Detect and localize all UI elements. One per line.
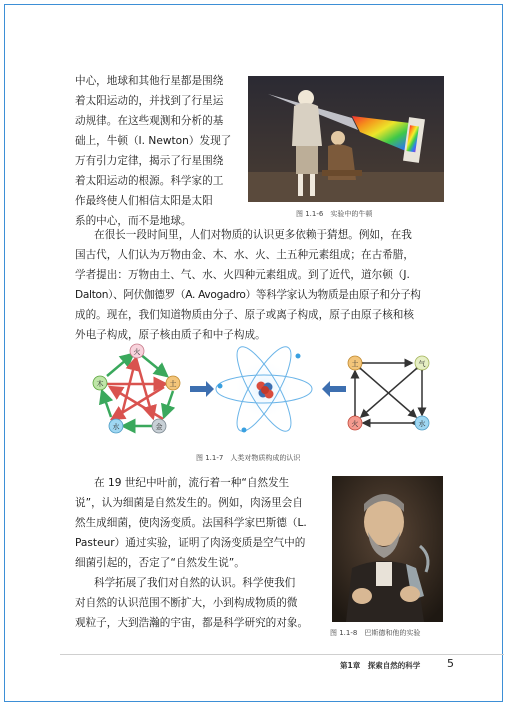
element-label: 木 [96, 380, 104, 388]
element-label: 火 [133, 348, 141, 356]
newton-prism-photo [248, 76, 444, 202]
text-line: 在很长一段时间里，人们对物质的认识更多依赖于猜想。例如，在我 [94, 229, 412, 241]
text-line: 作最终使人们相信太阳是太阳 [75, 195, 213, 207]
text-line: 然生成细菌，使肉汤变质。法国科学家巴斯德（L. [75, 517, 307, 529]
figure-caption-1-1-8: 图 1.1-8 巴斯德和他的实验 [330, 629, 421, 637]
text-line: Dalton）、阿伏伽德罗（A. Avogadro）等科学家认为物质是由原子和分子构 [75, 289, 421, 301]
figure-caption-1-1-6: 图 1.1-6 实验中的牛顿 [296, 210, 373, 218]
four-elements-diagram [348, 356, 429, 430]
text-line: 外电子构成，原子核由质子和中子构成。 [75, 329, 266, 341]
element-label: 水 [112, 423, 120, 431]
element-label: 土 [169, 380, 177, 388]
text-line: 中心，地球和其他行星都是围绕 [75, 75, 224, 87]
atom-model-icon [216, 340, 312, 437]
text-line: 在 19 世纪中叶前，流行着一种“自然发生 [94, 477, 290, 489]
text-line: 着太阳运动的根源。科学家的工 [75, 175, 224, 187]
element-label: 火 [351, 420, 359, 428]
text-line: 系的中心，而不是地球。 [75, 215, 192, 227]
text-line: 对自然的认识范围不断扩大，小到构成物质的微 [75, 597, 298, 609]
matter-composition-diagram [72, 340, 442, 440]
element-label: 水 [418, 420, 426, 428]
text-line: 万有引力定律，揭示了行星围绕 [75, 155, 224, 167]
five-elements-diagram [93, 344, 180, 433]
pasteur-photo [332, 476, 443, 622]
element-label: 土 [351, 360, 359, 368]
text-line: 说”，认为细菌是自然发生的。例如，肉汤里会自 [75, 497, 303, 509]
text-line: 着太阳运动的，并找到了行星运 [75, 95, 224, 107]
text-line: 国古代，人们认为万物由金、木、水、火、土五种元素组成；在古希腊， [75, 249, 414, 261]
text-line: Pasteur）通过实验，证明了肉汤变质是空气中的 [75, 537, 306, 549]
arrow-left-icon [322, 381, 346, 397]
text-line: 础上，牛顿（I. Newton）发现了 [75, 135, 232, 147]
footer-chapter-title: 第1章 探索自然的科学 [340, 661, 421, 670]
arrow-right-icon [190, 381, 214, 397]
text-line: 成的。现在，我们知道物质由分子、原子或离子构成，原子由原子核和核 [75, 309, 414, 321]
text-line: 科学拓展了我们对自然的认识。科学使我们 [94, 577, 296, 589]
footer-rule [60, 654, 504, 655]
text-line: 动规律。在这些观测和分析的基 [75, 115, 224, 127]
element-label: 金 [155, 423, 163, 431]
page-number: 5 [447, 657, 454, 670]
element-label: 气 [418, 360, 426, 368]
text-line: 观粒子，大到浩瀚的宇宙，都是科学研究的对象。 [75, 617, 309, 629]
text-line: 细菌引起的，否定了“自然发生说”。 [75, 557, 245, 569]
figure-caption-1-1-7: 图 1.1-7 人类对物质构成的认识 [196, 454, 301, 462]
text-line: 学者提出：万物由土、气、水、火四种元素组成。到了近代，道尔顿（J. [75, 269, 410, 281]
